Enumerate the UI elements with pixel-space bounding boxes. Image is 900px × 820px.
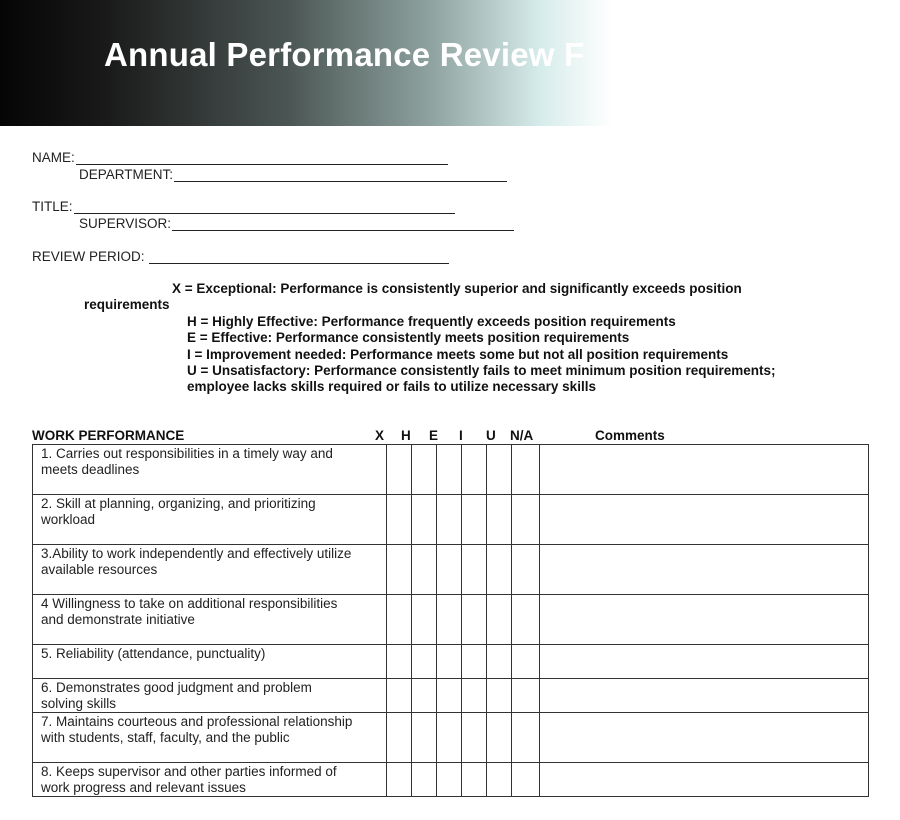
criterion-text-line: 5. Reliability (attendance, punctuality) bbox=[41, 646, 266, 661]
table-row bbox=[33, 595, 869, 645]
title-field[interactable] bbox=[32, 199, 455, 214]
table-row bbox=[33, 495, 869, 545]
rating-cell-u[interactable] bbox=[487, 545, 512, 595]
rating-cell-i[interactable] bbox=[462, 445, 487, 495]
criterion-cell bbox=[33, 679, 387, 713]
table-row bbox=[33, 545, 869, 595]
department-line bbox=[174, 169, 507, 182]
criterion-cell bbox=[33, 545, 387, 595]
supervisor-label: SUPERVISOR: bbox=[79, 216, 172, 231]
rating-cell-u[interactable] bbox=[487, 713, 512, 763]
criterion-cell bbox=[33, 495, 387, 545]
criterion-text-line: available resources bbox=[41, 562, 158, 577]
column-header-e: E bbox=[429, 428, 439, 443]
document-title: Annual Performance Review F bbox=[104, 36, 585, 73]
rating-cell-h[interactable] bbox=[412, 713, 437, 763]
rating-cell-x[interactable] bbox=[387, 763, 412, 797]
name-field[interactable] bbox=[32, 150, 448, 165]
rating-cell-u[interactable] bbox=[487, 679, 512, 713]
name-line bbox=[76, 152, 448, 165]
comments-cell[interactable] bbox=[540, 545, 869, 595]
table-row bbox=[33, 713, 869, 763]
rating-cell-h[interactable] bbox=[412, 495, 437, 545]
column-header-comments: Comments bbox=[595, 428, 665, 443]
rating-cell-x[interactable] bbox=[387, 495, 412, 545]
rating-cell-e[interactable] bbox=[437, 679, 462, 713]
criterion-text-line: 1. Carries out responsibilities in a timely way and bbox=[41, 446, 333, 461]
legend-unsatisfactory-cont: employee lacks skills required or fails to utilize necessary skills bbox=[187, 379, 596, 394]
title-label: TITLE: bbox=[32, 199, 73, 214]
criterion-text-line: and demonstrate initiative bbox=[41, 612, 195, 627]
comments-cell[interactable] bbox=[540, 495, 869, 545]
rating-cell-i[interactable] bbox=[462, 545, 487, 595]
column-header-u: U bbox=[486, 428, 496, 443]
review-period-line bbox=[149, 251, 449, 264]
rating-cell-na[interactable] bbox=[512, 445, 540, 495]
criterion-text-line: with students, staff, faculty, and the public bbox=[41, 730, 290, 745]
rating-cell-e[interactable] bbox=[437, 445, 462, 495]
criterion-text-line: 6. Demonstrates good judgment and problem bbox=[41, 680, 312, 695]
rating-cell-h[interactable] bbox=[412, 763, 437, 797]
rating-cell-x[interactable] bbox=[387, 679, 412, 713]
rating-cell-i[interactable] bbox=[462, 763, 487, 797]
review-period-label: REVIEW PERIOD: bbox=[32, 249, 145, 264]
criterion-cell bbox=[33, 445, 387, 495]
title-line bbox=[74, 201, 455, 214]
criterion-text-line: meets deadlines bbox=[41, 462, 140, 477]
work-performance-heading: WORK PERFORMANCE bbox=[32, 428, 185, 443]
comments-cell[interactable] bbox=[540, 713, 869, 763]
rating-cell-u[interactable] bbox=[487, 445, 512, 495]
criterion-text-line: solving skills bbox=[41, 696, 117, 711]
legend-effective: E = Effective: Performance consistently meets position requirements bbox=[187, 330, 630, 345]
rating-cell-h[interactable] bbox=[412, 679, 437, 713]
rating-cell-x[interactable] bbox=[387, 545, 412, 595]
rating-cell-i[interactable] bbox=[462, 713, 487, 763]
rating-cell-u[interactable] bbox=[487, 595, 512, 645]
column-header-h: H bbox=[401, 428, 411, 443]
rating-cell-na[interactable] bbox=[512, 595, 540, 645]
rating-cell-e[interactable] bbox=[437, 713, 462, 763]
rating-cell-e[interactable] bbox=[437, 495, 462, 545]
legend-highly-effective: H = Highly Effective: Performance frequently exceeds position requirements bbox=[187, 314, 676, 329]
criterion-text-line: 7. Maintains courteous and professional relationship bbox=[41, 714, 353, 729]
comments-cell[interactable] bbox=[540, 645, 869, 679]
department-label: DEPARTMENT: bbox=[79, 167, 174, 182]
rating-cell-e[interactable] bbox=[437, 545, 462, 595]
rating-cell-h[interactable] bbox=[412, 645, 437, 679]
criterion-cell bbox=[33, 645, 387, 679]
rating-cell-h[interactable] bbox=[412, 445, 437, 495]
review-period-field[interactable] bbox=[32, 249, 449, 264]
rating-cell-na[interactable] bbox=[512, 645, 540, 679]
criterion-text-line: 2. Skill at planning, organizing, and prioritizing bbox=[41, 496, 316, 511]
rating-cell-h[interactable] bbox=[412, 545, 437, 595]
comments-cell[interactable] bbox=[540, 445, 869, 495]
rating-cell-e[interactable] bbox=[437, 595, 462, 645]
criterion-text-line: work progress and relevant issues bbox=[41, 780, 246, 795]
rating-cell-u[interactable] bbox=[487, 763, 512, 797]
rating-cell-e[interactable] bbox=[437, 645, 462, 679]
rating-cell-u[interactable] bbox=[487, 645, 512, 679]
criterion-text-line: workload bbox=[41, 512, 96, 527]
rating-cell-na[interactable] bbox=[512, 495, 540, 545]
criterion-cell bbox=[33, 595, 387, 645]
table-row bbox=[33, 645, 869, 679]
column-header-x: X bbox=[375, 428, 385, 443]
supervisor-field[interactable] bbox=[79, 216, 514, 231]
department-field[interactable] bbox=[79, 167, 507, 182]
rating-cell-u[interactable] bbox=[487, 495, 512, 545]
rating-cell-na[interactable] bbox=[512, 763, 540, 797]
column-header-i: I bbox=[459, 428, 463, 443]
rating-cell-i[interactable] bbox=[462, 645, 487, 679]
table-row bbox=[33, 763, 869, 797]
legend-improvement-needed: I = Improvement needed: Performance meets some but not all position requirements bbox=[187, 347, 729, 362]
title-banner bbox=[0, 0, 900, 126]
rating-cell-na[interactable] bbox=[512, 679, 540, 713]
criterion-cell bbox=[33, 763, 387, 797]
rating-cell-x[interactable] bbox=[387, 445, 412, 495]
rating-cell-x[interactable] bbox=[387, 595, 412, 645]
rating-cell-h[interactable] bbox=[412, 595, 437, 645]
criterion-text-line: 3.Ability to work independently and effectively utilize bbox=[41, 546, 352, 561]
rating-cell-na[interactable] bbox=[512, 713, 540, 763]
legend-exceptional-cont: requirements bbox=[84, 297, 170, 312]
rating-cell-x[interactable] bbox=[387, 713, 412, 763]
column-header-na: N/A bbox=[510, 428, 534, 443]
rating-cell-i[interactable] bbox=[462, 679, 487, 713]
legend-exceptional: X = Exceptional: Performance is consistently superior and significantly exceeds position bbox=[172, 281, 742, 296]
rating-cell-i[interactable] bbox=[462, 595, 487, 645]
table-row bbox=[33, 679, 869, 713]
criterion-text-line: 8. Keeps supervisor and other parties informed of bbox=[41, 764, 337, 779]
name-label: NAME: bbox=[32, 150, 75, 165]
supervisor-line bbox=[172, 218, 514, 231]
legend-unsatisfactory: U = Unsatisfactory: Performance consistently fails to meet minimum position requirements; bbox=[187, 363, 776, 378]
rating-cell-i[interactable] bbox=[462, 495, 487, 545]
rating-cell-e[interactable] bbox=[437, 763, 462, 797]
comments-cell[interactable] bbox=[540, 763, 869, 797]
rating-cell-na[interactable] bbox=[512, 545, 540, 595]
work-performance-table bbox=[32, 444, 869, 797]
comments-cell[interactable] bbox=[540, 595, 869, 645]
table-row bbox=[33, 445, 869, 495]
comments-cell[interactable] bbox=[540, 679, 869, 713]
criterion-text-line: 4 Willingness to take on additional responsibilities bbox=[41, 596, 338, 611]
rating-cell-x[interactable] bbox=[387, 645, 412, 679]
criterion-cell bbox=[33, 713, 387, 763]
